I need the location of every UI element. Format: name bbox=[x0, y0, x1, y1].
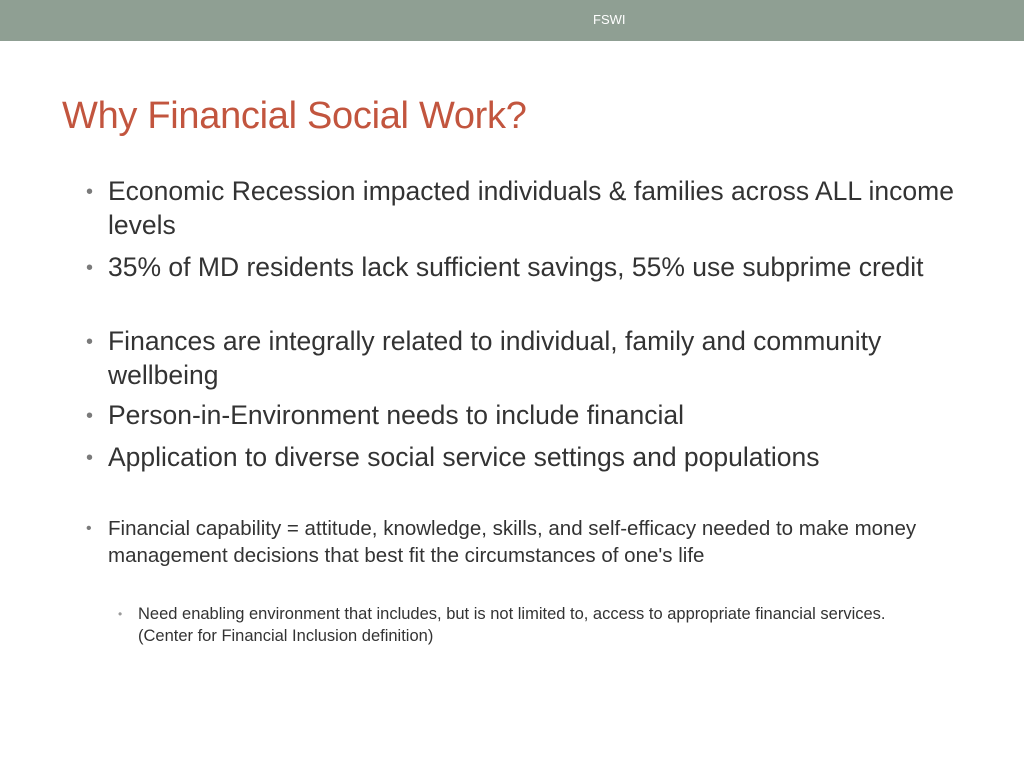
bullet-text: Application to diverse social service settings and populations bbox=[108, 442, 820, 472]
bullet-text: 35% of MD residents lack sufficient savings, 55% use subprime credit bbox=[108, 252, 924, 282]
bullet-dot-icon: • bbox=[86, 257, 94, 279]
bullet-item bbox=[86, 515, 968, 569]
bullet-item bbox=[86, 250, 968, 284]
slide-title: Why Financial Social Work? bbox=[62, 95, 527, 137]
bullet-dot-icon: • bbox=[86, 181, 94, 203]
sub-bullet-item bbox=[118, 603, 918, 647]
sub-bullet-text: Need enabling environment that includes, but is not limited to, access to appropriate financial services. (Center for Financial Inclusion definition) bbox=[138, 605, 886, 645]
bullet-item bbox=[86, 440, 968, 474]
bullet-dot-icon: • bbox=[86, 405, 94, 427]
bullet-item bbox=[86, 324, 968, 392]
bullet-item bbox=[86, 398, 968, 432]
bullet-dot-icon: • bbox=[86, 331, 94, 353]
bullet-text: Finances are integrally related to individual, family and community wellbeing bbox=[108, 326, 882, 390]
header-label: FSWI bbox=[593, 12, 626, 27]
bullet-item bbox=[86, 174, 968, 242]
bullet-text: Person-in-Environment needs to include financial bbox=[108, 400, 684, 430]
bullet-text: Financial capability = attitude, knowledge, skills, and self-efficacy needed to make money management decisions that best fit the circumstances of one's life bbox=[108, 517, 917, 567]
bullet-text: Economic Recession impacted individuals & families across ALL income levels bbox=[108, 176, 954, 240]
bullet-dot-icon: • bbox=[86, 520, 92, 537]
bullet-dot-icon: • bbox=[86, 447, 94, 469]
sub-bullet-dot-icon: • bbox=[118, 607, 123, 621]
